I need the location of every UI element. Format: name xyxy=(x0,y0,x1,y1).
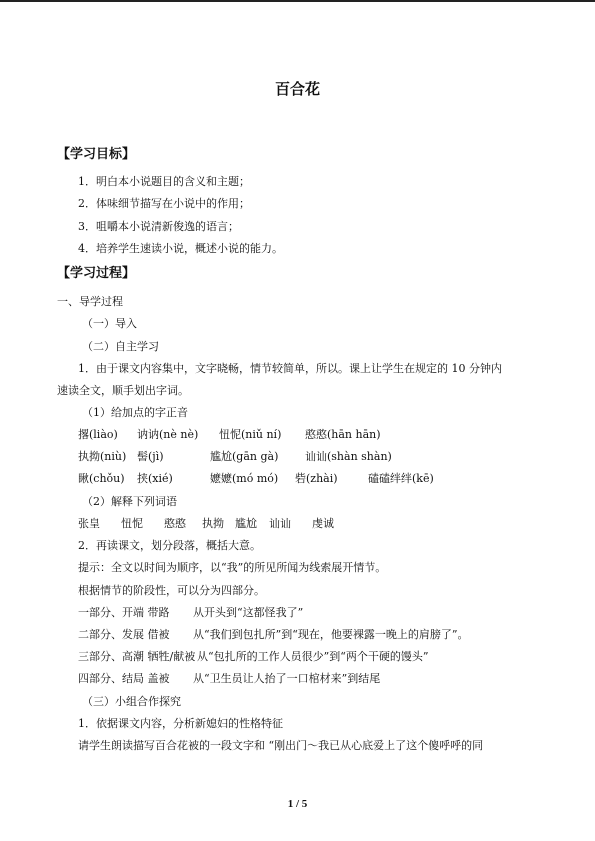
part-row xyxy=(78,649,558,665)
word-item: 虔诚 xyxy=(312,517,334,530)
part-range: 从开头到“这都怪我了” xyxy=(193,606,304,619)
word-list xyxy=(78,516,478,532)
part-label: 一部分、开端 带路 xyxy=(78,606,170,619)
section-heading-goals: 【学习目标】 xyxy=(57,147,136,162)
pinyin-item: 瞅(chǒu) xyxy=(78,472,125,485)
paragraph-line: 根据情节的阶段性，可以分为四部分。 xyxy=(78,584,265,597)
part-range: 从“卫生员让人抬了一口棺材来”到结尾 xyxy=(193,672,381,685)
part-label: 四部分、结局 盖被 xyxy=(78,672,170,685)
paragraph-line: 提示：全文以时间为顺序，以“我”的所见所闻为线索展开情节。 xyxy=(78,561,387,574)
pinyin-item: 砦(zhài) xyxy=(295,472,338,485)
pinyin-row xyxy=(78,449,558,465)
paragraph-line: 请学生朗读描写百合花被的一段文字和 “刚出门～我已从心底爱上了这个傻呼呼的同 xyxy=(78,739,484,752)
part-range: 从“我们到包扎所”到“现在，他要裸露一晚上的肩膀了”。 xyxy=(193,628,469,641)
pinyin-item: 忸怩(niǔ ní) xyxy=(219,428,282,441)
pinyin-item: 尴尬(gān gà) xyxy=(210,450,279,463)
paragraph-line: 速读全文，顺手划出字词。 xyxy=(57,384,189,397)
part-range: 从“包扎所的工作人员很少”到“两个干硬的馒头” xyxy=(197,650,429,663)
pinyin-row xyxy=(78,427,558,443)
goal-item: 1．明白本小说题目的含义和主题； xyxy=(78,175,250,188)
page-title: 百合花 xyxy=(274,80,320,98)
part-row xyxy=(78,671,558,687)
sub-heading: （二）自主学习 xyxy=(82,340,159,353)
paragraph-line: 1．依据课文内容，分析新媳妇的性格特征 xyxy=(78,717,283,730)
goal-item: 2．体味细节描写在小说中的作用； xyxy=(78,197,250,210)
part-row xyxy=(78,605,558,621)
pinyin-item: 磕磕绊绊(kē) xyxy=(368,472,434,485)
question: （2）解释下列词语 xyxy=(82,495,177,508)
word-item: 尴尬 xyxy=(235,517,257,530)
word-item: 执拗 xyxy=(202,517,224,530)
paragraph-line: 2．再读课文，划分段落，概括大意。 xyxy=(78,539,261,552)
pinyin-item: 憨憨(hān hān) xyxy=(305,428,381,441)
word-item: 张皇 xyxy=(78,517,100,530)
part-label: 二部分、发展 借被 xyxy=(78,628,170,641)
page-number: 1 / 5 xyxy=(287,798,308,810)
pinyin-item: 讪讪(shàn shàn) xyxy=(305,450,392,463)
top-border xyxy=(0,0,595,2)
section-heading-process: 【学习过程】 xyxy=(57,266,136,281)
part-label: 三部分、高潮 牺牲/献被 xyxy=(78,650,196,663)
pinyin-item: 撂(liào) xyxy=(78,428,118,441)
word-item: 讪讪 xyxy=(269,517,291,530)
sub-heading: （一）导入 xyxy=(82,317,137,330)
part-heading: 一、导学过程 xyxy=(57,295,123,308)
question: （1）给加点的字正音 xyxy=(82,406,188,419)
word-item: 忸怩 xyxy=(121,517,143,530)
pinyin-row xyxy=(78,471,558,487)
pinyin-item: 执拗(niù) xyxy=(78,450,127,463)
sub-heading: （三）小组合作探究 xyxy=(82,695,181,708)
pinyin-item: 挟(xié) xyxy=(137,472,173,485)
pinyin-item: 讷讷(nè nè) xyxy=(137,428,199,441)
part-row xyxy=(78,627,558,643)
goal-item: 4．培养学生速读小说，概述小说的能力。 xyxy=(78,242,283,255)
goal-item: 3．咀嚼本小说清新俊逸的语言； xyxy=(78,220,239,233)
paragraph-line: 1．由于课文内容集中，文字晓畅，情节较简单，所以。课上让学生在规定的 10 分钟内 xyxy=(78,362,502,375)
pinyin-item: 髻(jì) xyxy=(137,450,164,463)
pinyin-item: 嬷嬷(mó mó) xyxy=(210,472,279,485)
word-item: 憨憨 xyxy=(164,517,186,530)
